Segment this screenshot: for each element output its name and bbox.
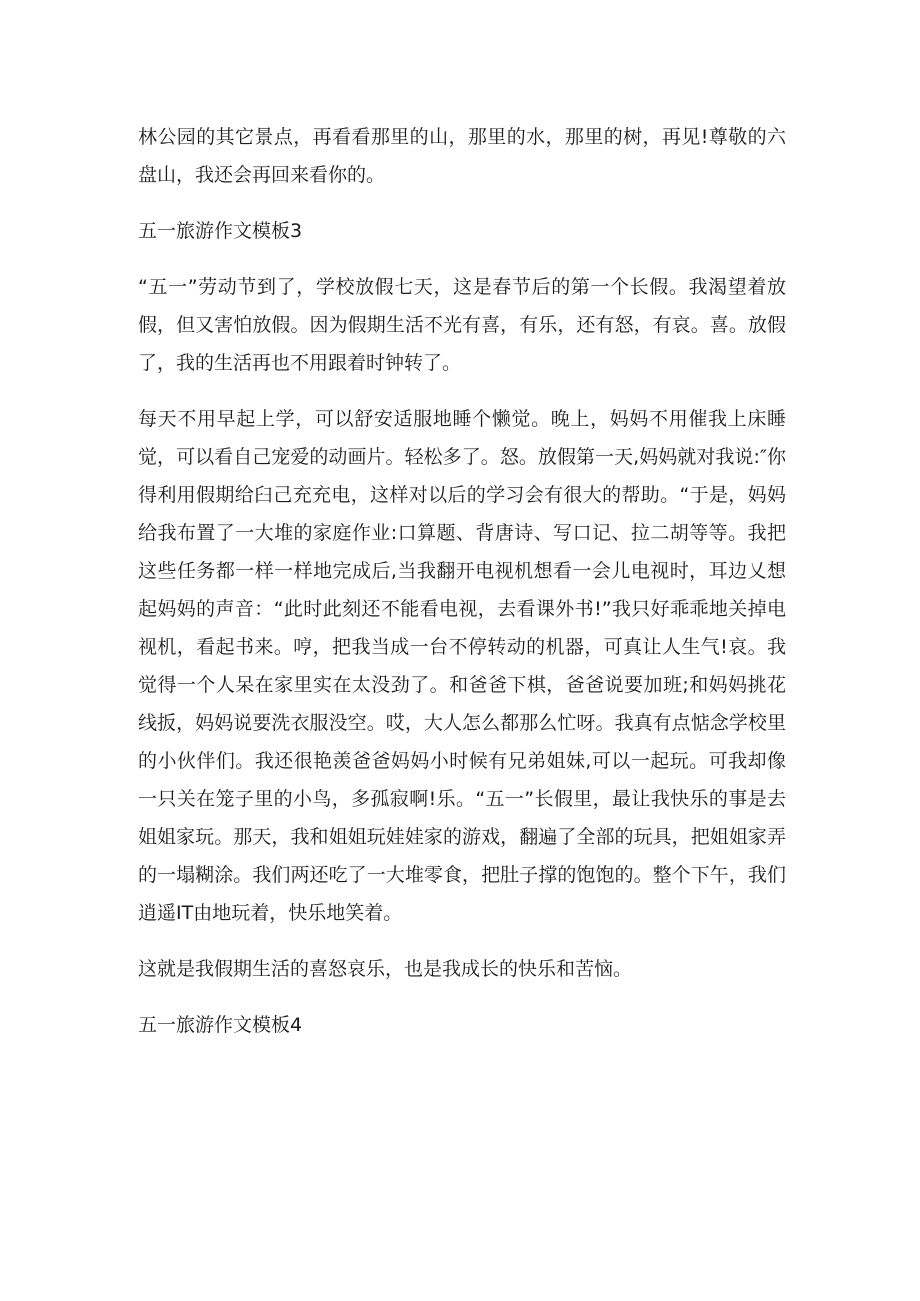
paragraph-intro: “五一”劳动节到了，学校放假七天，这是春节后的第一个长假。我渴望着放假，但又害怕放假。因为假期生活不光有喜，有乐，还有怒，有哀。喜。放假了，我的生活再也不用跟着时钟转了。 (138, 276, 786, 374)
section-heading-4: 五一旅游作文模板4 (138, 1014, 303, 1036)
paragraph-main: 每天不用早起上学，可以舒安适服地睡个懒觉。晚上，妈妈不用催我上床睡觉，可以看自己宠爱的动画片。轻松多了。怒。放假第一天,妈妈就对我说:″你得利用假期给臼己充充电，这样对以后的学习会有很大的帮助。“于是，妈妈给我布置了一大堆的家庭作业:口算题、背唐诗、写口记、拉二胡等等。我把这些任务都一样一样地完成后,当我翻开电视机想看一会儿电视时，耳边乂想起妈妈的声音：“此时此刻还不能看电视，去看课外书!”我只好乖乖地关掉电视机，看起书来。哼，把我当成一台不停转动的机器，可真让人生气!哀。我觉得一个人呆在家里实在太没劲了。和爸爸下棋，爸爸说要加班;和妈妈挑花线扳，妈妈说要洗衣服没空。哎，大人怎么都那么忙呀。我真有点惦念学校里的小伙伴们。我还很艳羡爸爸妈妈小时候有兄弟姐妹,可以一起玩。可我却像一只关在笼子里的小鸟，多孤寂啊!乐。“五一”长假里，最让我快乐的事是去姐姐家玩。那天，我和姐姐玩娃娃家的游戏，翻遍了全部的玩具，把姐姐家弄的一塌糊涂。我们两还吃了一大堆零食，把肚子撑的饱饱的。整个下午，我们逍遥IT由地玩着，快乐地笑着。 (138, 408, 786, 924)
document-body (138, 118, 786, 1062)
section-heading-3: 五一旅游作文模板3 (138, 220, 303, 242)
paragraph-conclusion: 这就是我假期生活的喜怒哀乐，也是我成长的快乐和苦恼。 (138, 958, 633, 980)
paragraph-continuation: 林公园的其它景点，再看看那里的山，那里的水，那里的树，再见!尊敬的六盘山，我还会再回来看你的。 (138, 126, 786, 186)
